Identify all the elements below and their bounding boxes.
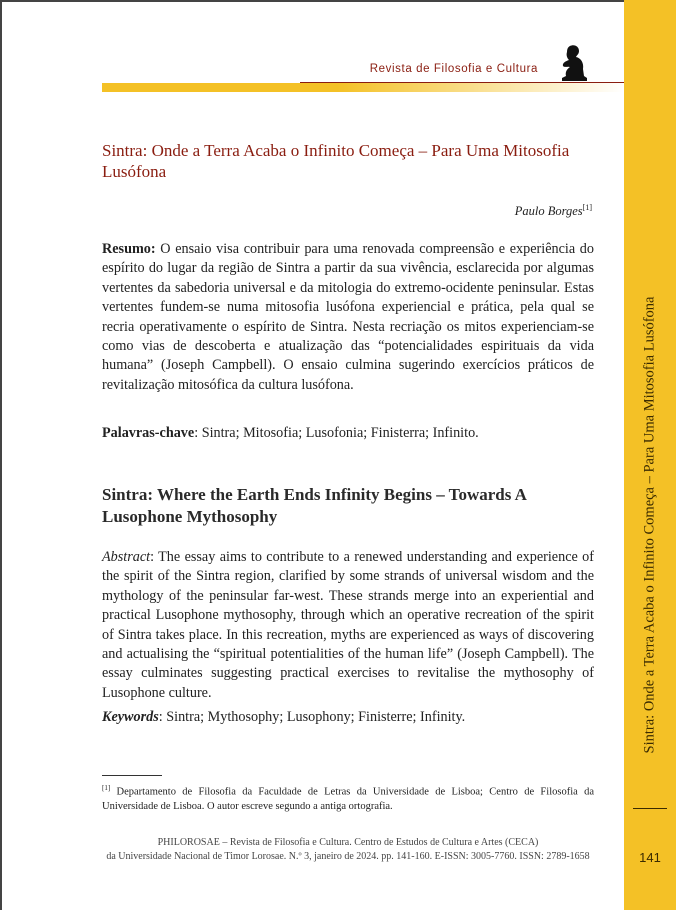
author xyxy=(360,203,592,219)
palavras-text: : Sintra; Mitosofia; Lusofonia; Finisterra; Infinito. xyxy=(194,425,479,441)
footnote-rule xyxy=(102,775,162,776)
footnote-text: Departamento de Filosofia da Faculdade de Letras da Universidade de Lisboa; Centro de Filosofia da Universidade de Lisboa. O autor escreve segundo a antiga ortografia. xyxy=(102,786,595,812)
author-name: Paulo Borges xyxy=(514,204,583,219)
abstract-label: Abstract xyxy=(102,549,151,565)
palavras-chave xyxy=(102,424,594,443)
abstract-paragraph xyxy=(102,548,594,703)
palavras-label: Palavras-chave xyxy=(102,425,195,441)
resumo-text: O ensaio visa contribuir para uma renovada compreensão e experiência do espírito do lugar da região de Sintra a partir da sua vivência, esclarecida por algumas vertentes da sabedoria universal e da mitologia do extremo-ocidente peninsular. Estas vertentes fundem-se numa mitosofia lusófona experiencial e prática, pela qual se recria operativamente o espírito de Sintra. Nesta recriação os mitos experienciam-se como vias de descoberta e atualização das “potencialidades espirituais da vida humana” (Joseph Campbell). O ensaio culmina sugerindo exercícios práticos de revitalização mitosófica da cultura lusófona. xyxy=(102,241,594,393)
footnote xyxy=(102,781,594,814)
footnote-marker: [1] xyxy=(102,784,111,792)
article-title-pt: Sintra: Onde a Terra Acaba o Infinito Começa – Para Uma Mitosofia Lusófona xyxy=(102,141,570,181)
running-title: Sintra: Onde a Terra Acaba o Infinito Começa – Para Uma Mitosofia Lusófona xyxy=(641,296,658,754)
page-number: 141 xyxy=(639,850,661,865)
page-footer xyxy=(102,836,594,864)
resumo-label: Resumo: xyxy=(102,241,156,257)
abstract-text: : The essay aims to contribute to a renewed understanding and experience of the spirit of the Sintra region, clarified by some strands of universal wisdom and the mythology of the peninsular far-west. These strands merge into an experiential and practical Lusophone mythosophy, through which an operative recreation of the spirit of Sintra takes place. In this recreation, myths are experienced as ways of discovering and actualising the “spiritual potentialities of the human life” (Joseph Campbell). The essay culminates suggesting practical exercises to revitalise the mythosophy of Lusophone culture. xyxy=(102,549,594,701)
header-band xyxy=(102,83,624,92)
keywords-label: Keywords xyxy=(102,709,159,725)
thinker-statue-icon xyxy=(554,42,590,84)
journal-name: Revista de Filosofia e Cultura xyxy=(369,63,538,75)
author-note-marker: [1] xyxy=(582,203,592,212)
resumo-paragraph xyxy=(102,240,594,395)
keywords xyxy=(102,708,594,727)
side-divider xyxy=(633,808,667,809)
footer-line-1: PHILOROSAE – Revista de Filosofia e Cultura. Centro de Estudos de Cultura e Artes (CECA) xyxy=(157,837,539,848)
keywords-text: : Sintra; Mythosophy; Lusophony; Finisterre; Infinity. xyxy=(158,709,466,725)
article-title-en: Sintra: Where the Earth Ends Infinity Begins – Towards A Lusophone Mythosophy xyxy=(102,485,526,526)
footer-line-2: da Universidade Nacional de Timor Lorosae. N.º 3, janeiro de 2024. pp. 141-160. E-ISSN: 3005-7760. ISSN: 2789-1658 xyxy=(106,851,590,862)
